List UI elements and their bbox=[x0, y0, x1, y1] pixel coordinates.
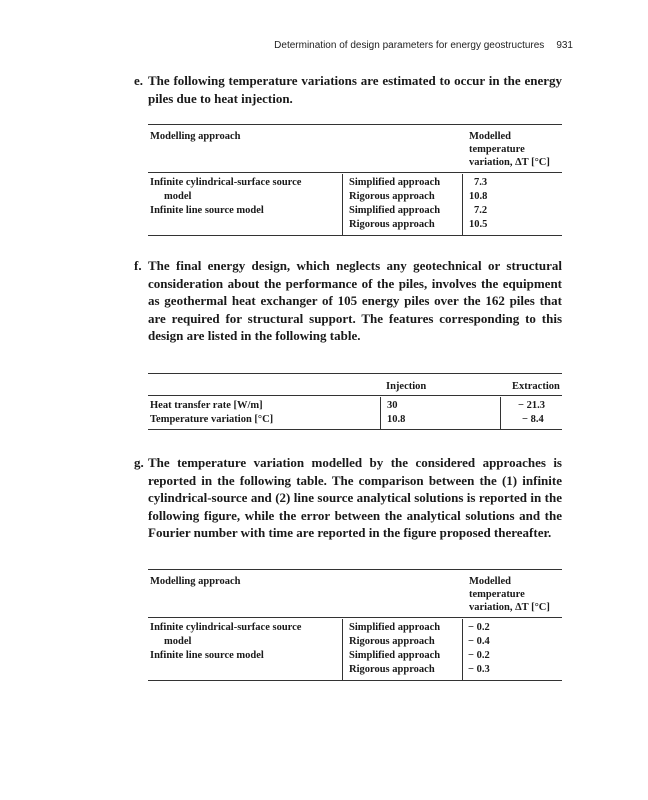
table-e-value-1: 7.3 bbox=[474, 177, 488, 188]
table-g-top-rule bbox=[148, 569, 562, 570]
table-e-value-3: 7.2 bbox=[474, 205, 488, 216]
table-e-value-4: 10.5 bbox=[469, 219, 488, 230]
table-g-model-1: Infinite cylindrical-surface source bbox=[150, 622, 302, 633]
table-f-header-injection: Injection bbox=[386, 381, 427, 392]
table-f-row-2-injection: 10.8 bbox=[387, 414, 406, 425]
table-e-model-2: Infinite line source model bbox=[150, 205, 264, 216]
table-g-header-approach: Modelling approach bbox=[150, 576, 241, 587]
header-line: Modelled bbox=[469, 131, 511, 142]
table-f-row-2-label: Temperature variation [°C] bbox=[150, 414, 274, 425]
table-f-row-2-extraction: − 8.4 bbox=[522, 414, 544, 425]
table-e-approach-1: Simplified approach bbox=[349, 177, 441, 188]
table-g-header-modelled bbox=[469, 575, 550, 614]
table-g-divider-2 bbox=[462, 619, 463, 680]
item-g bbox=[134, 454, 562, 542]
running-header bbox=[274, 40, 573, 51]
table-e-bottom-rule bbox=[148, 235, 562, 236]
item-f-text: The final energy design, which neglects any geotechnical or structural consideration about the performance of the piles, involves the equipment as geothermal heat exchanger of 105 energy piles over the 162 piles that are required for structural support. The features corresponding to this design are listed in the following table. bbox=[148, 258, 562, 344]
table-f-row-1-injection: 30 bbox=[387, 400, 398, 411]
header-line: variation, ΔT [°C] bbox=[469, 602, 550, 613]
table-g-approach-1: Simplified approach bbox=[349, 622, 441, 633]
table-e-value-2: 10.8 bbox=[469, 191, 488, 202]
item-f bbox=[134, 257, 562, 345]
header-line: Modelled bbox=[469, 576, 511, 587]
table-g-approach-2: Rigorous approach bbox=[349, 636, 435, 647]
item-e-text: The following temperature variations are estimated to occur in the energy piles due to heat injection. bbox=[148, 73, 562, 106]
item-f-letter: f. bbox=[134, 258, 142, 273]
table-e-header-rule bbox=[148, 172, 562, 173]
table-f-bottom-rule bbox=[148, 429, 562, 430]
header-line: temperature bbox=[469, 589, 525, 600]
table-e-divider-2 bbox=[462, 174, 463, 235]
table-g-bottom-rule bbox=[148, 680, 562, 681]
table-e-model-1: Infinite cylindrical-surface source bbox=[150, 177, 302, 188]
table-g-approach-4: Rigorous approach bbox=[349, 664, 435, 675]
header-line: variation, ΔT [°C] bbox=[469, 157, 550, 168]
table-g-divider-1 bbox=[342, 619, 343, 680]
table-f-header-rule bbox=[148, 395, 562, 396]
table-e-divider-1 bbox=[342, 174, 343, 235]
header-line: temperature bbox=[469, 144, 525, 155]
table-g-value-2: − 0.4 bbox=[468, 636, 490, 647]
table-f-row-1-label: Heat transfer rate [W/m] bbox=[150, 400, 263, 411]
table-g-header-rule bbox=[148, 617, 562, 618]
table-e-header-approach: Modelling approach bbox=[150, 131, 241, 142]
table-e-approach-3: Simplified approach bbox=[349, 205, 441, 216]
page-number: 931 bbox=[556, 40, 573, 51]
table-g-model-1-cont: model bbox=[164, 636, 192, 647]
table-e-top-rule bbox=[148, 124, 562, 125]
item-g-text: The temperature variation modelled by the considered approaches is reported in the following table. The comparison between the (1) infinite cylindrical-source and (2) line source analytical solutions is reported in the following figure, while the error between the analytical solutions and the Fourier number with time are reported in the figure proposed thereafter. bbox=[148, 455, 562, 541]
table-f-divider-2 bbox=[500, 397, 501, 429]
table-g-value-1: − 0.2 bbox=[468, 622, 490, 633]
table-g-value-3: − 0.2 bbox=[468, 650, 490, 661]
table-g-approach-3: Simplified approach bbox=[349, 650, 441, 661]
table-e-model-1-cont: model bbox=[164, 191, 192, 202]
table-e-approach-2: Rigorous approach bbox=[349, 191, 435, 202]
table-f-header-extraction: Extraction bbox=[512, 381, 560, 392]
item-g-letter: g. bbox=[134, 455, 144, 470]
table-e-approach-4: Rigorous approach bbox=[349, 219, 435, 230]
item-e-letter: e. bbox=[134, 73, 144, 88]
table-f-top-rule bbox=[148, 373, 562, 374]
item-e bbox=[134, 72, 562, 107]
table-g-model-2: Infinite line source model bbox=[150, 650, 264, 661]
table-f-row-1-extraction: − 21.3 bbox=[518, 400, 545, 411]
table-g-value-4: − 0.3 bbox=[468, 664, 490, 675]
table-e-header-modelled bbox=[469, 130, 550, 169]
running-title: Determination of design parameters for energy geostructures bbox=[274, 40, 545, 51]
table-f-divider-1 bbox=[380, 397, 381, 429]
